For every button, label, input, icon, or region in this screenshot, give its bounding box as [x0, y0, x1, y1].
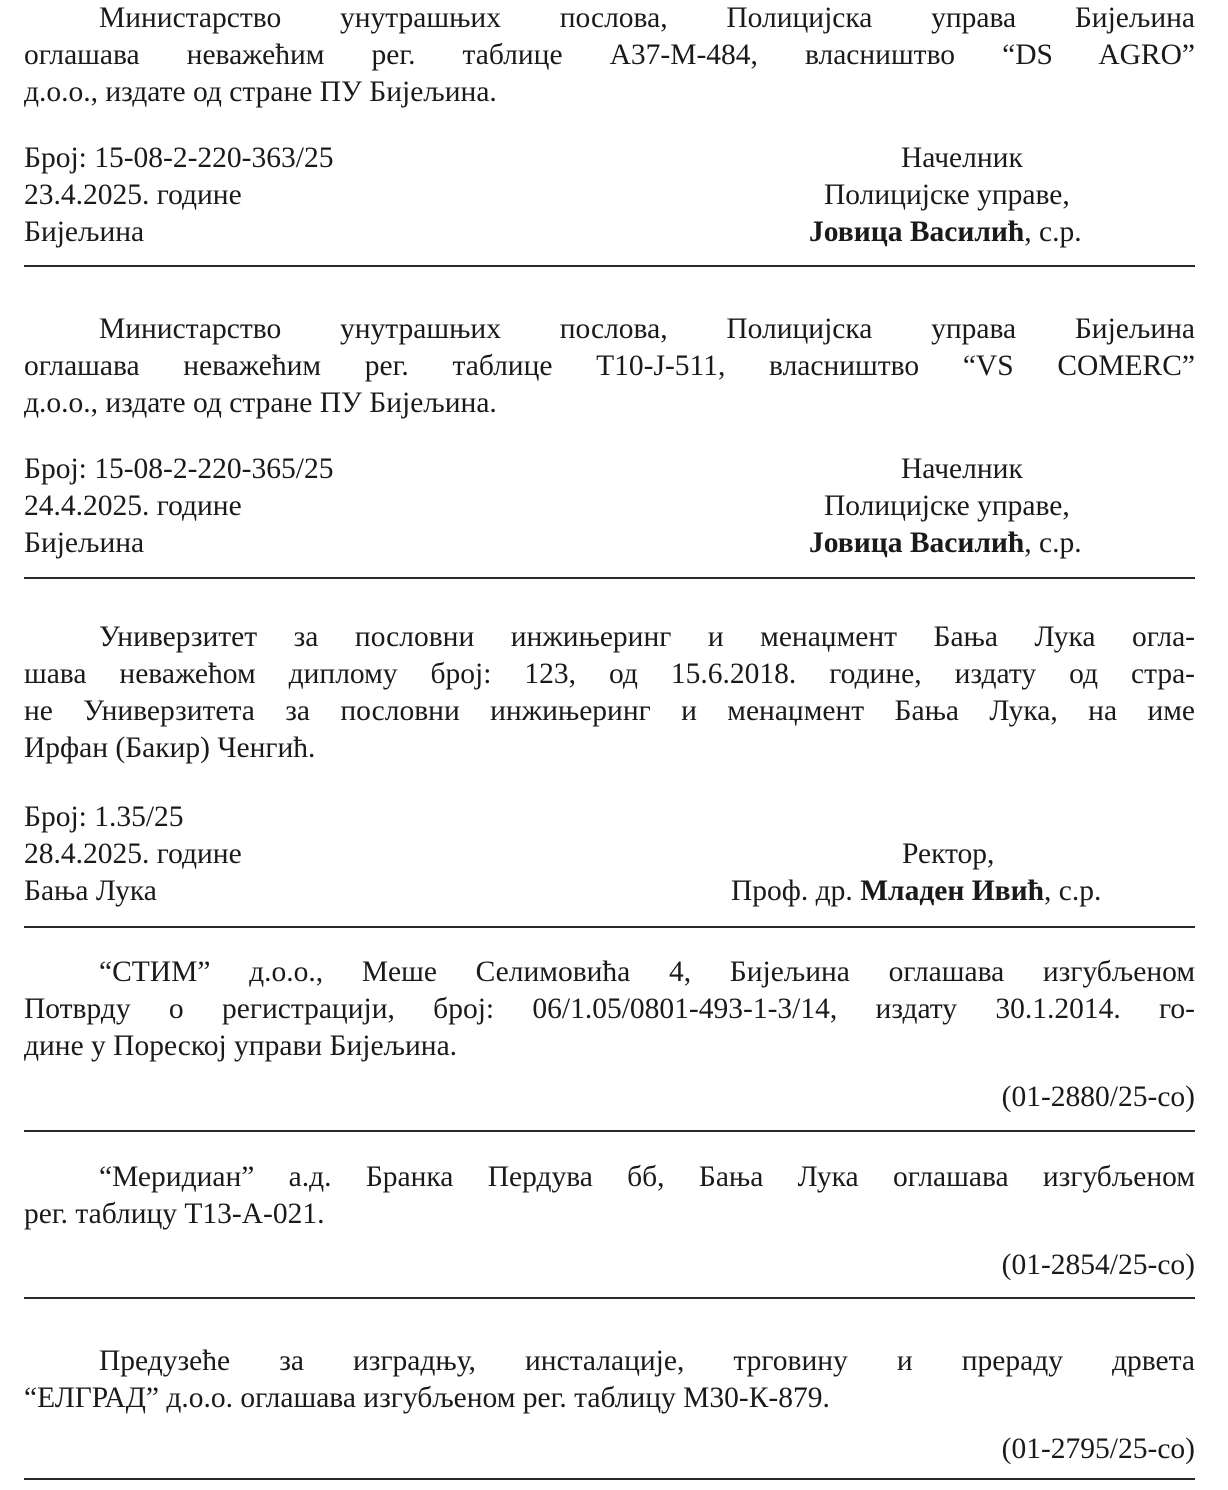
signatory-title: Начелник — [901, 142, 1023, 174]
divider — [24, 577, 1195, 579]
document-place: Бијељина — [24, 527, 145, 559]
signatory-title: Начелник — [901, 453, 1023, 485]
signature-block-2 — [24, 451, 1195, 562]
signatory-title: Полицијске управе, — [824, 490, 1070, 522]
divider — [24, 265, 1195, 267]
text-line: оглашава неважећим рег. таблице Т10-Ј-511, власништво “VS COMERC” — [24, 350, 1195, 382]
text-line: Потврду о регистрацији, број: 06/1.05/0801-493-1-3/14, издату 30.1.2014. го- — [24, 993, 1195, 1025]
text-line: Министарство унутрашњих послова, Полицијска управа Бијељина — [99, 2, 1195, 34]
document-number: Број: 1.35/25 — [24, 801, 184, 833]
text-line: не Универзитета за пословни инжињеринг и менаџмент Бања Лука, на име — [24, 695, 1195, 727]
signatory — [809, 214, 1082, 251]
text-line: шава неважећом диплому број: 123, од 15.6.2018. године, издату од стра- — [24, 658, 1195, 690]
text-line: д.о.о., издате од стране ПУ Бијељина. — [24, 76, 497, 108]
text-line: рег. таблицу Т13-А-021. — [24, 1198, 325, 1230]
notice-1 — [24, 0, 1195, 111]
text-line: дине у Пореској управи Бијељина. — [24, 1030, 458, 1062]
notice-6 — [24, 1343, 1195, 1468]
text-line: д.о.о., издате од стране ПУ Бијељина. — [24, 387, 497, 419]
document-number: Број: 15-08-2-220-363/25 — [24, 142, 334, 174]
text-line: оглашава неважећим рег. таблице А37-М-484, власништво “DS AGRO” — [24, 39, 1195, 71]
document-place: Бања Лука — [24, 875, 157, 907]
divider — [24, 1130, 1195, 1132]
notice-5 — [24, 1159, 1195, 1284]
signature-block-1 — [24, 140, 1195, 251]
document-number: Број: 15-08-2-220-365/25 — [24, 453, 334, 485]
signatory-title: Ректор, — [902, 838, 995, 870]
notice-text — [24, 619, 1195, 767]
document-place: Бијељина — [24, 216, 145, 248]
signatory-suffix: , с.р. — [1044, 875, 1102, 907]
signatory-prefix: Проф. др. — [731, 875, 861, 907]
text-line: Министарство унутрашњих послова, Полицијска управа Бијељина — [99, 313, 1195, 345]
notice-text — [24, 311, 1195, 422]
notice-text — [24, 954, 1195, 1065]
signatory-name: Јовица Василић — [809, 216, 1025, 248]
divider — [24, 926, 1195, 928]
notice-text — [24, 1159, 1195, 1233]
text-line: “Меридиан” а.д. Бранка Пердува бб, Бања Лука оглашава изгубљеном — [99, 1161, 1195, 1193]
reference-code: (01-2880/25-со) — [1001, 1081, 1195, 1113]
reference-code: (01-2795/25-со) — [1001, 1433, 1195, 1465]
text-line: Предузеће за изградњу, инсталације, трговину и прераду дрвета — [99, 1345, 1195, 1377]
text-line: “СТИМ” д.о.о., Мeше Селимовића 4, Бијељина оглашава изгубљеном — [99, 956, 1195, 988]
text-line: “ЕЛГРАД” д.о.о. оглашава изгубљеном рег. таблицу М30-К-879. — [24, 1382, 830, 1414]
notice-4 — [24, 954, 1195, 1116]
document-date: 24.4.2025. године — [24, 490, 242, 522]
notice-2 — [24, 311, 1195, 422]
signatory-suffix: , с.р. — [1024, 216, 1082, 248]
divider — [24, 1478, 1195, 1480]
notice-3 — [24, 619, 1195, 767]
signatory-suffix: , с.р. — [1024, 527, 1082, 559]
document-date: 23.4.2025. године — [24, 179, 242, 211]
signatory — [731, 873, 1101, 910]
reference-code: (01-2854/25-со) — [1001, 1249, 1195, 1281]
signatory — [809, 525, 1082, 562]
signatory-name: Јовица Василић — [809, 527, 1025, 559]
notice-text — [24, 1343, 1195, 1417]
notice-text — [24, 0, 1195, 111]
signature-block-3 — [24, 799, 1195, 910]
document-date: 28.4.2025. године — [24, 838, 242, 870]
divider — [24, 1297, 1195, 1299]
text-line: Ирфан (Бакир) Ченгић. — [24, 732, 316, 764]
signatory-name: Младен Ивић — [860, 875, 1045, 907]
text-line: Универзитет за пословни инжињеринг и менаџмент Бања Лука огла- — [99, 621, 1195, 653]
signatory-title: Полицијске управе, — [824, 179, 1070, 211]
